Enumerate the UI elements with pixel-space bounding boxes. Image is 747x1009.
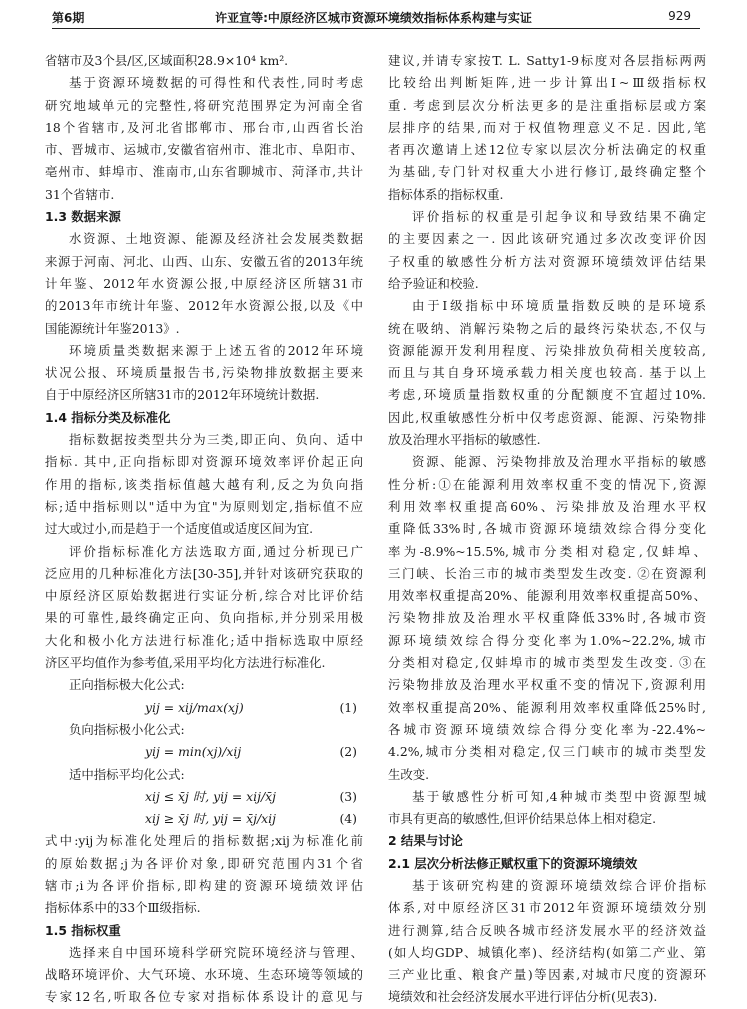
text-line [45, 674, 363, 696]
text-line [45, 630, 363, 652]
line-text: 评价指标标准化方法选取方面,通过分析现已广 [69, 543, 363, 559]
equation-number: (2) [339, 744, 357, 760]
text-line [388, 139, 706, 161]
line-text: 的主要因素之一. 因此该研究通过多次改变评价因 [388, 231, 706, 247]
line-text: 指标. 其中,正向指标即对资源环境效率评价起正向 [45, 454, 363, 470]
journal-issue: 第6期 [52, 11, 85, 25]
line-text: 来源于河南、河北、山西、山东、安徽五省的2013年统 [45, 253, 363, 269]
line-text: 31个省辖市. [45, 186, 115, 202]
text-line [388, 764, 706, 786]
line-text: 进行测算,结合反映各城市经济发展水平的经济效益 [388, 922, 706, 938]
line-text: 资源能源开发利用程度、污染排放负荷相关度较高, [388, 342, 706, 358]
line-text: 辖市;i为各评价指标,即构建的资源环境绩效评估 [45, 877, 363, 893]
text-line [45, 607, 363, 629]
text-line [388, 251, 706, 273]
line-text: 基于敏感性分析可知,4种城市类型中资源型城 [412, 788, 706, 804]
line-text: 自于中原经济区所辖31市的2012年环境统计数据. [45, 387, 320, 403]
text-line [45, 362, 363, 384]
line-text: 4.2%,城市分类相对稳定,仅三门峡市的城市类型发 [388, 744, 706, 760]
text-line [45, 541, 363, 563]
text-line [388, 942, 706, 964]
line-text: 比较给出判断矩阵,进一步计算出Ⅰ~Ⅲ级指标权 [388, 75, 706, 91]
line-text: 重. 考虑到层次分析法更多的是注重指标层或方案 [388, 97, 706, 113]
page-number: 929 [668, 9, 691, 23]
section-heading [45, 407, 363, 429]
line-text: 资源、能源、污染物排放及治理水平指标的敏感 [412, 454, 706, 470]
line-text: 正向指标极大化公式: [69, 677, 185, 693]
line-text: 1.5 指标权重 [45, 922, 121, 938]
text-line [45, 451, 363, 473]
line-text: 果的可靠性,最终确定正向、负向指标,并分别采用极 [45, 610, 363, 626]
text-line [388, 652, 706, 674]
text-line [45, 563, 363, 585]
text-line [45, 719, 363, 741]
text-line [45, 384, 363, 406]
text-line [388, 318, 706, 340]
text-line [388, 340, 706, 362]
text-line [388, 228, 706, 250]
text-line [388, 206, 706, 228]
text-line [388, 786, 706, 808]
line-text: 泛应用的几种标准化方法[30-35],并针对该研究获取的 [45, 565, 363, 581]
text-line [45, 986, 363, 1008]
text-line [388, 474, 706, 496]
line-text: xij ≥ x̄j 时, yij = x̄j/xij [145, 811, 276, 827]
line-text: 大化和极小化方法进行标准化;适中指标选取中原经 [45, 632, 363, 648]
line-text: 体系,对中原经济区31市2012年资源环境绩效分别 [388, 900, 706, 916]
line-text: 者再次邀请上述12位专家以层次分析法确定的权重 [388, 142, 706, 158]
text-line [388, 429, 706, 451]
line-text: 污染物排放及治理水平权重降低33%时,各城市资 [388, 610, 706, 626]
text-line [45, 496, 363, 518]
line-text: 选择来自中国环境科学研究院环境经济与管理、 [69, 944, 363, 960]
line-text: 利用效率权重提高60%、污染排放及治理水平权 [388, 498, 706, 514]
line-text: 境绩效和社会经济发展水平进行评估分析(见表3). [388, 989, 658, 1005]
line-text: 子权重的敏感性分析方法对资源环境绩效评估结果 [388, 253, 706, 269]
text-line [45, 117, 363, 139]
line-text: 省辖市及3个县/区,区域面积28.9×10⁴ km². [45, 53, 289, 68]
line-text: 给予验证和校验. [388, 275, 479, 291]
text-line [388, 986, 706, 1008]
line-text: 负向指标极小化公式: [69, 721, 185, 737]
line-text: 计年鉴、2012年水资源公报,中原经济区所辖31市 [45, 275, 363, 291]
text-line [45, 50, 363, 72]
text-line [45, 764, 363, 786]
line-text: 济区平均值作为参考值,采用平均化方法进行标准化. [45, 655, 326, 671]
header-rule [52, 28, 700, 29]
line-text: 的2013年市统计年鉴、2012年水资源公报,以及《中 [45, 298, 363, 314]
line-text: 研究地域单元的完整性,将研究范围界定为河南全省 [45, 97, 363, 113]
text-line [388, 518, 706, 540]
running-title: 许亚宣等:中原经济区城市资源环境绩效指标体系构建与实证 [215, 11, 532, 25]
equation-number: (1) [339, 699, 357, 715]
text-line [388, 295, 706, 317]
line-text: 2 结果与讨论 [388, 833, 463, 849]
text-line [388, 161, 706, 183]
equation-number: (3) [339, 788, 357, 804]
line-text: 层排序的结果,而对于权值物理意义不足. 因此,笔 [388, 119, 706, 135]
left-column [45, 50, 363, 1009]
text-line [388, 897, 706, 919]
line-text: 效率权重提高20%、能源利用效率权重降低25%时, [388, 699, 706, 715]
line-text: 由于Ⅰ级指标中环境质量指数反映的是环境系 [412, 298, 706, 314]
line-text: 评价指标的权重是引起争议和导致结果不确定 [412, 209, 706, 225]
section-heading [45, 920, 363, 942]
text-line [45, 652, 363, 674]
text-line [45, 897, 363, 919]
line-text: 的原始数据;j为各评价对象,即研究范围内31个省 [45, 855, 363, 871]
text-line [388, 496, 706, 518]
line-text: 污染物排放及治理水平权重不变的情况下,资源利用 [388, 677, 706, 693]
text-line [388, 50, 706, 72]
line-text: 建议,并请专家按T. L. Satty1-9标度对各层指标两两 [388, 53, 706, 68]
text-line [388, 117, 706, 139]
text-line [388, 719, 706, 741]
text-line [388, 541, 706, 563]
text-line [388, 630, 706, 652]
text-line [45, 95, 363, 117]
text-line [45, 273, 363, 295]
section-heading [388, 853, 706, 875]
text-line [388, 920, 706, 942]
line-text: 18个省辖市,及河北省邯郸市、邢台市,山西省长治 [45, 119, 363, 135]
line-text: 放及治理水平指标的敏感性. [388, 432, 541, 448]
text-line [45, 518, 363, 540]
text-line [388, 563, 706, 585]
text-line [45, 72, 363, 94]
line-text: 环境质量类数据来源于上述五省的2012年环境 [69, 342, 363, 358]
text-line [45, 228, 363, 250]
line-text: 过大或过小,而是趋于一个适度值或适度区间为宜. [45, 521, 314, 537]
text-line [388, 808, 706, 830]
equation-line [45, 786, 363, 808]
line-text: 基于资源环境数据的可得性和代表性,同时考虑 [69, 75, 363, 91]
line-text: 性分析:①在能源利用效率权重不变的情况下,资源 [388, 476, 706, 492]
line-text: xij ≤ x̄j 时, yij = xij/x̄j [145, 788, 276, 804]
line-text: 适中指标平均化公式: [69, 766, 185, 782]
text-line [388, 384, 706, 406]
line-text: 指标数据按类型共分为三类,即正向、负向、适中 [69, 432, 363, 448]
text-line [45, 474, 363, 496]
text-line [45, 139, 363, 161]
text-line [388, 273, 706, 295]
equation-line [45, 697, 363, 719]
text-line [388, 964, 706, 986]
text-line [388, 72, 706, 94]
text-line [388, 607, 706, 629]
text-line [388, 697, 706, 719]
line-text: 市具有更高的敏感性,但评价结果总体上相对稳定. [388, 811, 657, 827]
line-text: yij = xij/max(xj) [145, 699, 244, 715]
text-line [388, 362, 706, 384]
text-line [388, 184, 706, 206]
line-text: 战略环境评价、大气环境、水环境、生态环境等领域的 [45, 967, 363, 983]
text-line [388, 585, 706, 607]
text-line [388, 95, 706, 117]
line-text: 重降低33%时,各城市资源环境绩效综合得分变化 [388, 521, 706, 537]
line-text: 三门峡、长治三市的城市类型发生改变. ②在资源利 [388, 565, 706, 581]
line-text: 水资源、土地资源、能源及经济社会发展类数据 [69, 231, 363, 247]
text-line [45, 251, 363, 273]
equation-line [45, 808, 363, 830]
line-text: 亳州市、蚌埠市、淮南市,山东省聊城市、菏泽市,共计 [45, 164, 363, 180]
line-text: 用效率权重提高20%、能源利用效率权重提高50%、 [388, 588, 706, 604]
line-text: yij = min(xj)/xij [145, 744, 242, 760]
line-text: 而且与其自身环境承载力相关度也较高. 基于以上 [388, 365, 706, 381]
line-text: 状况公报、环境质量报告书,污染物排放数据主要来 [45, 365, 363, 381]
equation-line [45, 741, 363, 763]
section-heading [388, 830, 706, 852]
text-line [45, 942, 363, 964]
line-text: 作用的指标,该类指标值越大越有利,反之为负向指 [45, 476, 363, 492]
text-line [45, 295, 363, 317]
text-line [45, 585, 363, 607]
line-text: 率为-8.9%~15.5%,城市分类相对稳定,仅蚌埠、 [388, 543, 706, 559]
line-text: 指标体系中的33个Ⅲ级指标. [45, 900, 201, 916]
line-text: 各城市资源环境绩效综合得分变化率为-22.4%~ [388, 721, 706, 737]
text-line [388, 407, 706, 429]
text-line [45, 161, 363, 183]
line-text: 三产业比重、粮食产量)等因素,对城市尺度的资源环 [388, 967, 706, 983]
text-line [388, 451, 706, 473]
text-line [388, 741, 706, 763]
text-line [45, 340, 363, 362]
line-text: 2.1 层次分析法修正赋权重下的资源环境绩效 [388, 855, 638, 871]
line-text: 国能源统计年鉴2013》. [45, 320, 180, 336]
text-line [45, 184, 363, 206]
right-column [388, 50, 706, 1009]
line-text: 生改变. [388, 766, 430, 782]
line-text: 1.3 数据来源 [45, 209, 121, 225]
line-text: 因此,权重敏感性分析中仅考虑资源、能源、污染物排 [388, 409, 706, 425]
line-text: 标;适中指标则以"适中为宜"为原则划定,指标值不应 [45, 498, 363, 514]
text-line [45, 875, 363, 897]
text-line [45, 964, 363, 986]
line-text: 市、晋城市、运城市,安徽省宿州市、淮北市、阜阳市、 [45, 142, 363, 158]
text-line [45, 830, 363, 852]
equation-number: (4) [339, 811, 357, 827]
line-text: 1.4 指标分类及标准化 [45, 409, 171, 425]
text-line [388, 674, 706, 696]
text-line [45, 318, 363, 340]
line-text: 基于该研究构建的资源环境绩效综合评价指标 [412, 877, 706, 893]
page-header [0, 0, 747, 34]
line-text: 源环境绩效综合得分变化率为1.0%~22.2%,城市 [388, 632, 706, 648]
line-text: 统在吸纳、消解污染物之后的最终污染状态,不仅与 [388, 320, 706, 336]
line-text: 考虑,环境质量指数权重的分配额度不宜超过10%. [388, 387, 706, 403]
text-line [388, 875, 706, 897]
text-line [45, 429, 363, 451]
line-text: 中原经济区原始数据进行实证分析,综合对比评价结 [45, 588, 363, 604]
line-text: 式中:yij为标准化处理后的指标数据;xij为标准化前 [45, 833, 363, 849]
section-heading [45, 206, 363, 228]
line-text: 为基础,专门针对权重大小进行修订,最终确定整个 [388, 164, 706, 180]
line-text: 指标体系的指标权重. [388, 186, 504, 202]
line-text: 分类相对稳定,仅蚌埠市的城市类型发生改变. ③在 [388, 655, 706, 671]
line-text: 专家12名,听取各位专家对指标体系设计的意见与 [45, 989, 363, 1005]
line-text: (如人均GDP、城镇化率)、经济结构(如第二产业、第 [388, 944, 706, 960]
text-line [45, 853, 363, 875]
